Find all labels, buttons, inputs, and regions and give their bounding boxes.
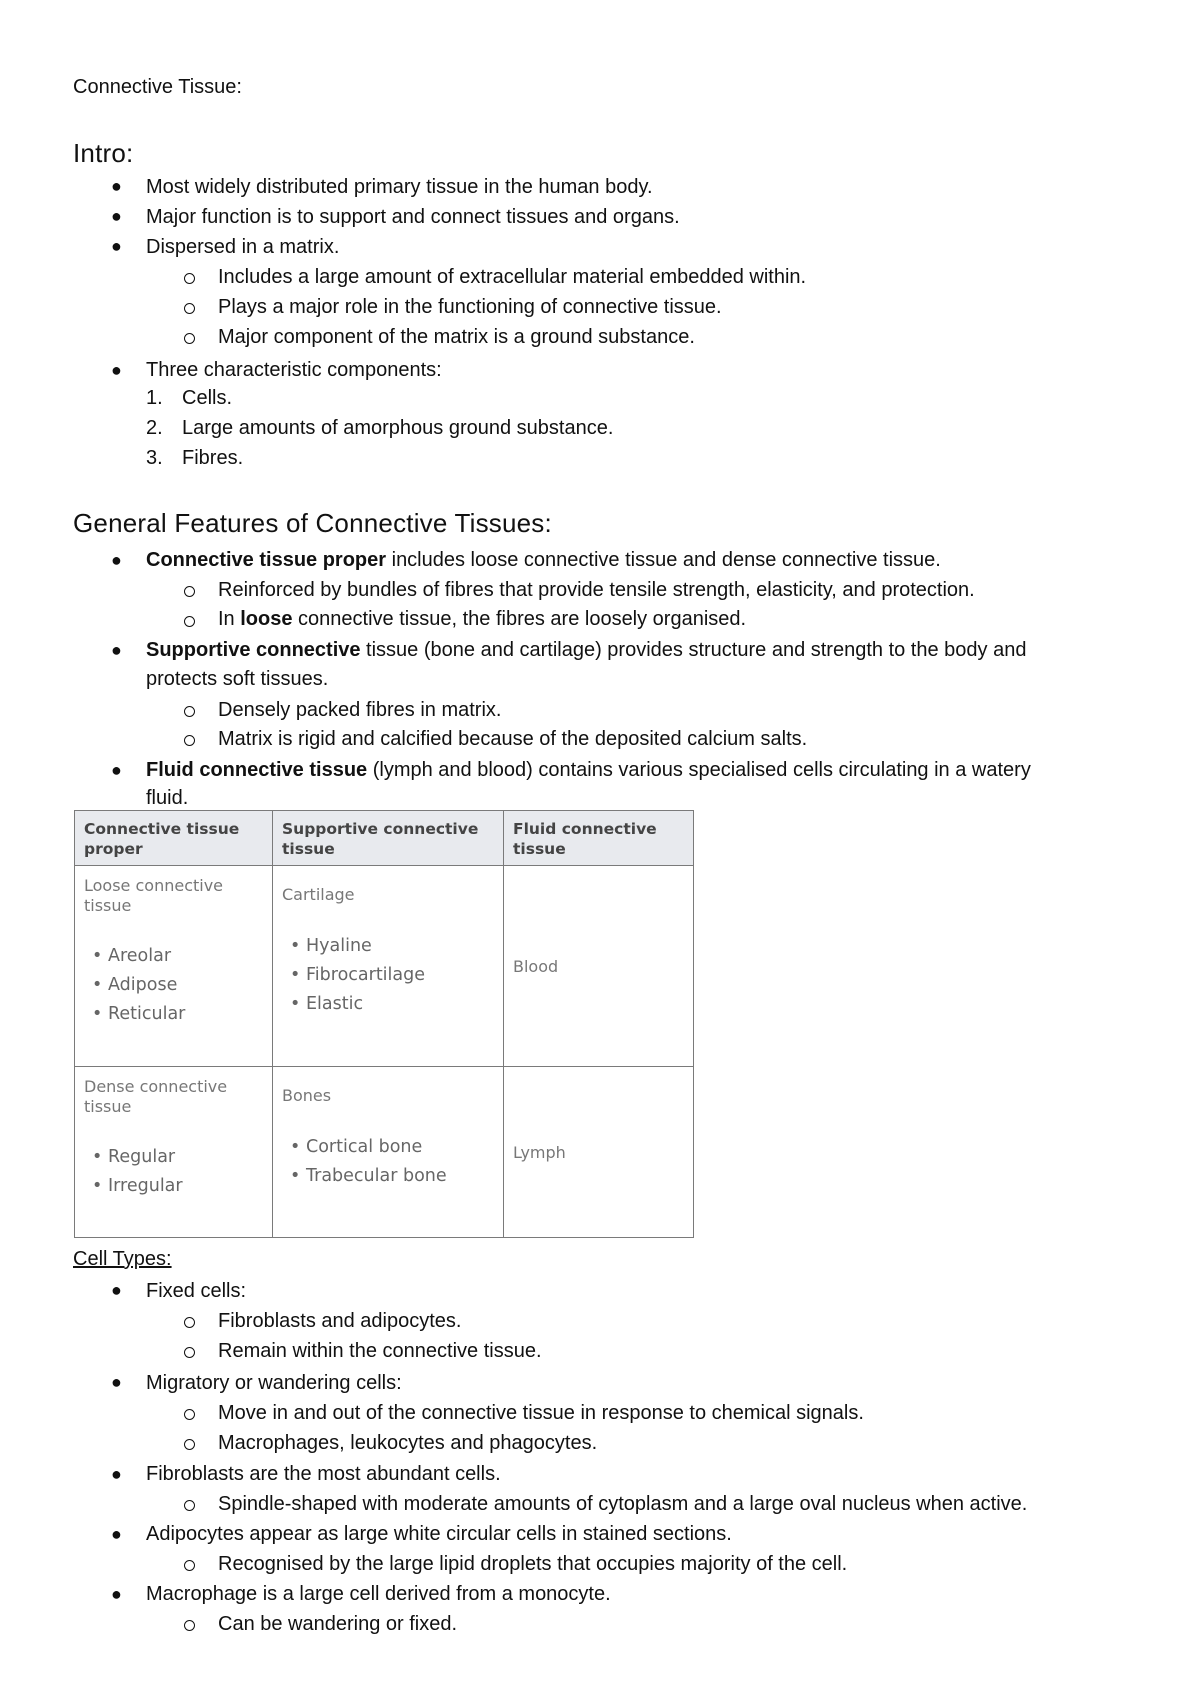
general-sub-bullet-4: Matrix is rigid and calcified because of the deposited calcium salts. (218, 728, 808, 750)
cells-sub-bullet-4: Macrophages, leukocytes and phagocytes. (218, 1432, 598, 1454)
general-bullet-2-continued: protects soft tissues. (146, 668, 329, 690)
sub-bullet-icon (184, 1560, 195, 1571)
list-item: • Hyaline (306, 936, 425, 965)
list-item: • Irregular (108, 1176, 183, 1205)
cells-sub-bullet-3: Move in and out of the connective tissue in response to chemical signals. (218, 1402, 864, 1424)
cell-value: Blood (513, 957, 559, 976)
general-sub-bullet-2 (218, 606, 746, 632)
cell-list (108, 946, 185, 1033)
bullet-icon: ● (111, 236, 122, 256)
cells-bullet-4: Adipocytes appear as large white circular cells in stained sections. (146, 1523, 732, 1545)
bullet-text: In (218, 608, 241, 630)
sub-bullet-icon (184, 1620, 195, 1631)
table-cell (504, 1067, 694, 1238)
table-cell (504, 866, 694, 1067)
cell-types-heading: Cell Types: (73, 1248, 172, 1270)
cells-bullet-1: Fixed cells: (146, 1280, 247, 1302)
cells-sub-bullet-2: Remain within the connective tissue. (218, 1340, 542, 1362)
general-features-heading: General Features of Connective Tissues: (73, 508, 552, 538)
intro-bullet-3: Dispersed in a matrix. (146, 236, 340, 258)
sub-bullet-icon (184, 1500, 195, 1511)
bullet-icon: ● (111, 1584, 122, 1604)
cells-sub-bullet-7: Can be wandering or fixed. (218, 1613, 458, 1635)
list-item: • Adipose (108, 975, 185, 1004)
cell-title: Cartilage (282, 885, 355, 904)
list-item: • Cortical bone (306, 1137, 447, 1166)
table-row (75, 866, 694, 1067)
cells-bullet-3: Fibroblasts are the most abundant cells. (146, 1463, 501, 1485)
list-number: 1. (146, 387, 163, 409)
table-cell (75, 866, 273, 1067)
intro-heading: Intro: (73, 138, 134, 168)
document-title: Connective Tissue: (73, 76, 242, 98)
sub-bullet-icon (184, 273, 195, 284)
bullet-icon: ● (111, 640, 122, 660)
general-bullet-1 (146, 547, 941, 573)
bullet-icon: ● (111, 1280, 122, 1300)
cell-list (306, 936, 425, 1023)
sub-bullet-icon (184, 1347, 195, 1358)
bullet-icon: ● (111, 206, 122, 226)
bullet-icon: ● (111, 1372, 122, 1392)
intro-bullet-1: Most widely distributed primary tissue in the human body. (146, 176, 653, 198)
bullet-text: includes loose connective tissue and dense connective tissue. (386, 549, 941, 571)
general-bullet-3 (146, 757, 1031, 783)
intro-sub-bullet-3: Major component of the matrix is a ground substance. (218, 326, 695, 348)
numbered-item-2: Large amounts of amorphous ground substance. (182, 417, 614, 439)
cell-list (306, 1137, 447, 1195)
table-cell (273, 866, 504, 1067)
table-header-row (75, 811, 694, 866)
sub-bullet-icon (184, 303, 195, 314)
cells-sub-bullet-6: Recognised by the large lipid droplets that occupies majority of the cell. (218, 1553, 848, 1575)
sub-bullet-icon (184, 706, 195, 717)
numbered-item-1: Cells. (182, 387, 233, 409)
list-item: • Areolar (108, 946, 185, 975)
bullet-icon: ● (111, 1524, 122, 1544)
bullet-icon: ● (111, 176, 122, 196)
numbered-item-3: Fibres. (182, 447, 244, 469)
general-sub-bullet-3: Densely packed fibres in matrix. (218, 699, 502, 721)
list-item: • Fibrocartilage (306, 965, 425, 994)
bold-term: Fluid connective tissue (146, 759, 368, 781)
bullet-text: connective tissue, the fibres are loosely organised. (292, 608, 747, 630)
bullet-icon: ● (111, 1464, 122, 1484)
list-item: • Trabecular bone (306, 1166, 447, 1195)
cells-bullet-2: Migratory or wandering cells: (146, 1372, 402, 1394)
bullet-icon: ● (111, 550, 122, 570)
table-header-cell: Supportive connective tissue (273, 811, 504, 866)
list-number: 2. (146, 417, 163, 439)
bullet-icon: ● (111, 360, 122, 380)
sub-bullet-icon (184, 1409, 195, 1420)
intro-bullet-4: Three characteristic components: (146, 359, 442, 381)
cell-title: Loose connective tissue (84, 876, 224, 915)
bold-term: loose (240, 608, 293, 630)
general-bullet-3-continued: fluid. (146, 787, 189, 809)
bullet-text: tissue (bone and cartilage) provides structure and strength to the body and (360, 639, 1027, 661)
bold-term: Supportive connective (146, 639, 361, 661)
cells-sub-bullet-1: Fibroblasts and adipocytes. (218, 1310, 462, 1332)
bold-term: Connective tissue proper (146, 549, 387, 571)
table-header-cell: Fluid connective tissue (504, 811, 694, 866)
sub-bullet-icon (184, 333, 195, 344)
cells-bullet-5: Macrophage is a large cell derived from a monocyte. (146, 1583, 611, 1605)
intro-sub-bullet-1: Includes a large amount of extracellular material embedded within. (218, 266, 807, 288)
bullet-icon: ● (111, 760, 122, 780)
cell-title: Dense connective tissue (84, 1077, 228, 1116)
table-header-cell: Connective tissue proper (75, 811, 273, 866)
sub-bullet-icon (184, 1317, 195, 1328)
sub-bullet-icon (184, 1439, 195, 1450)
list-item: • Regular (108, 1147, 183, 1176)
cells-sub-bullet-5: Spindle-shaped with moderate amounts of cytoplasm and a large oval nucleus when active. (218, 1493, 1028, 1515)
sub-bullet-icon (184, 735, 195, 746)
cell-list (108, 1147, 183, 1205)
list-number: 3. (146, 447, 163, 469)
intro-bullet-2: Major function is to support and connect tissues and organs. (146, 206, 680, 228)
cell-value: Lymph (513, 1143, 566, 1162)
cell-title: Bones (282, 1086, 332, 1105)
sub-bullet-icon (184, 616, 195, 627)
list-item: • Reticular (108, 1004, 185, 1033)
intro-sub-bullet-2: Plays a major role in the functioning of connective tissue. (218, 296, 722, 318)
table-row (75, 1067, 694, 1238)
sub-bullet-icon (184, 586, 195, 597)
general-bullet-2 (146, 637, 1026, 663)
table-cell (75, 1067, 273, 1238)
general-sub-bullet-1: Reinforced by bundles of fibres that provide tensile strength, elasticity, and protection. (218, 579, 975, 601)
bullet-text: (lymph and blood) contains various specialised cells circulating in a watery (367, 759, 1031, 781)
connective-tissue-table (74, 810, 694, 1238)
list-item: • Elastic (306, 994, 425, 1023)
table-cell (273, 1067, 504, 1238)
